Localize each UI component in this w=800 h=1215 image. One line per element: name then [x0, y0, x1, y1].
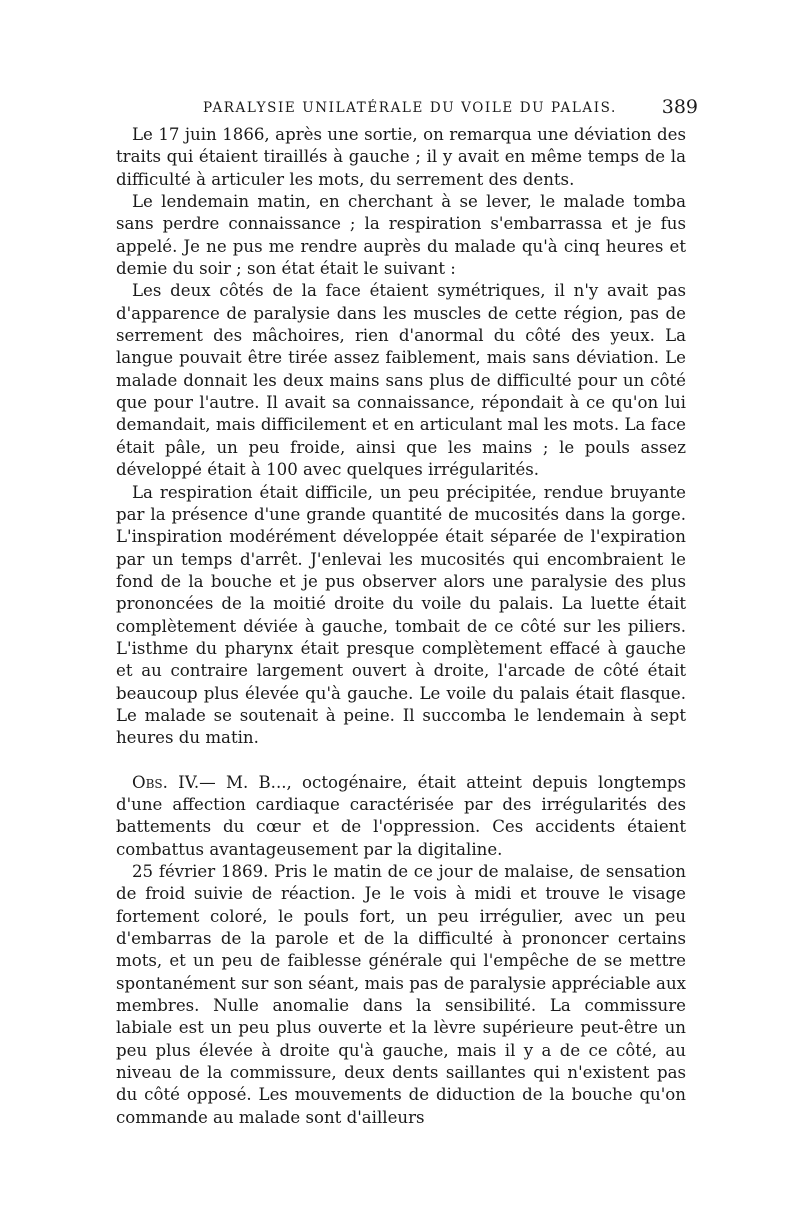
observation-text: — M. B..., octogénaire, était atteint depuis longtemps d'une affection cardiaque caractérisée par des irrégularités des battements du cœur et de l'oppression. Ces accidents étaient combattus avantageusement par la digitaline.: [116, 772, 686, 859]
running-title: PARALYSIE UNILATÉRALE DU VOILE DU PALAIS.: [203, 100, 617, 116]
paragraph: Le 17 juin 1866, après une sortie, on remarqua une déviation des traits qui étaient tiraillés à gauche ; il y avait en même temps de la difficulté à articuler les mots, du serrement des dents.: [116, 125, 686, 189]
paragraph: 25 février 1869. Pris le matin de ce jour de malaise, de sensation de froid suivie de réaction. Je le vois à midi et trouve le visage fortement coloré, le pouls fort, un peu irrégulier, avec un peu d'embarras de la parole et de la difficulté à prononcer certains mots, et un peu de faiblesse générale qui l'empêche de se mettre spontanément sur son séant, mais pas de paralysie appréciable aux membres. Nulle anomalie dans la sensibilité. La commissure labiale est un peu plus ouverte et la lèvre supérieure peut-être un peu plus élevée à droite qu'à gauche, mais il y a de ce côté, au niveau de la commissure, deux dents saillantes qui n'existent pas du côté opposé. Les mouvements de diduction de la bouche qu'on commande au malade sont d'ailleurs: [116, 862, 686, 1127]
observation-label: Obs. IV.: [132, 772, 200, 792]
body-text: [116, 124, 686, 1129]
paragraph: Le lendemain matin, en cherchant à se lever, le malade tomba sans perdre connaissance ; la respiration s'embarrassa et je fus appelé. Je ne pus me rendre auprès du malade qu'à cinq heures et demie du soir ; son état était le suivant :: [116, 192, 686, 279]
observation-paragraph: [116, 772, 686, 861]
book-page: [116, 96, 698, 1129]
paragraph: La respiration était difficile, un peu précipitée, rendue bruyante par la présence d'une grande quantité de mucosités dans la gorge. L'inspiration modérément développée était séparée de l'expiration par un temps d'arrêt. J'enlevai les mucosités qui encombraient le fond de la bouche et je pus observer alors une paralysie des plus prononcées de la moitié droite du voile du palais. La luette était complètement déviée à gauche, tombait de ce côté sur les piliers. L'isthme du pharynx était presque complètement effacé à gauche et au contraire largement ouvert à droite, l'arcade de côté était beaucoup plus élevée qu'à gauche. Le voile du palais était flasque. Le malade se soutenait à peine. Il succomba le lendemain à sept heures du matin.: [116, 482, 686, 748]
paragraph: Les deux côtés de la face étaient symétriques, il n'y avait pas d'apparence de paralysie dans les muscles de cette région, pas de serrement des mâchoires, rien d'anormal du côté des yeux. La langue pouvait être tirée assez faiblement, mais sans déviation. Le malade donnait les deux mains sans plus de difficulté pour un côté que pour l'autre. Il avait sa connaissance, répondait à ce qu'on lui demandait, mais difficilement et en articulant mal les mots. La face était pâle, un peu froide, ainsi que les mains ; le pouls assez développé était à 100 avec quelques irrégularités.: [116, 281, 686, 480]
page-number: 389: [661, 96, 698, 118]
running-head: [116, 96, 698, 124]
